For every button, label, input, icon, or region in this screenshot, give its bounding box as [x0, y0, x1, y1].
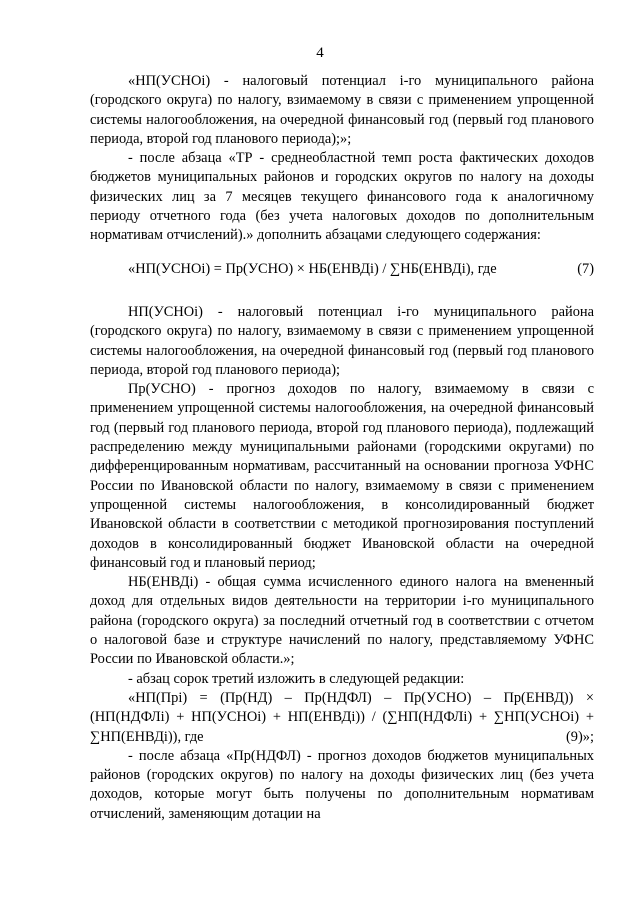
paragraph-after-tr: - после абзаца «ТР - среднеобластной темп роста фактических доходов бюджетов муниципальных районов и городских округов по налогу на доходы физических лиц за 7 месяцев текущего финансового года к аналогичному периоду отчетного года (без учета налоговых доходов по дополнительным нормативам отчислений).» дополнить абзацами следующего содержания:	[90, 150, 594, 244]
paragraph-after-pr-ndfl: - после абзаца «Пр(НДФЛ) - прогноз доходов бюджетов муниципальных районов (городских округов) по налогу на доходы физических лиц (без учета доходов, которые могут быть получены по дополнительным нормативам отчислений, заменяющим дотации на	[90, 747, 594, 822]
formula-9-number: (9)»;	[566, 728, 594, 745]
paragraph-43-instruction: - абзац сорок третий изложить в следующей редакции:	[128, 670, 465, 687]
formula-7-text: «НП(УСНОi) = Пр(УСНО) × НБ(ЕНВДi) / ∑НБ(ЕНВДi), где	[128, 260, 497, 277]
formula-9-text: «НП(Прi) = (Пр(НД) – Пр(НДФЛ) – Пр(УСНО) – Пр(ЕНВД)) × (НП(НДФЛi) + НП(УСНОi) + НП(ЕНВДi)) / (∑НП(НДФЛi) + ∑НП(УСНОi) + ∑НП(ЕНВДi)), где	[90, 689, 594, 745]
formula-9	[90, 689, 594, 747]
definition-nb-envd: НБ(ЕНВДi) - общая сумма исчисленного единого налога на вмененный доход для отдельных видов деятельности на территории i-го муниципального района (городского округа) за последний отчетный год в соответствии с отчетом о налоговой базе и структуре начислений по налогу, представляемому УФНС России по Ивановской области.»;	[90, 574, 594, 668]
formula-7-number: (7)	[577, 260, 594, 277]
definition-np-usno: НП(УСНОi) - налоговый потенциал i-го муниципального района (городского округа) по налогу, взимаемому в связи с применением упрощенной системы налогообложения, на очередной финансовый год (первый год планового периода, второй год планового периода);	[90, 303, 594, 378]
definition-pr-usno: Пр(УСНО) - прогноз доходов по налогу, взимаемому в связи с применением упрощенной системы налогообложения, на очередной финансовый год (первый год планового периода, второй год планового периода), подлежащий распределению между муниципальными районами (городскими округами) по дифференцированным нормативам, рассчитанный на основании прогноза УФНС России по Ивановской области по налогу, взимаемому в связи с применением упрощенной системы налогообложения, в консолидированный бюджет Ивановской области в соответствии с методикой прогнозирования поступлений доходов в консолидированный бюджет Ивановской области на очередной финансовый год и плановый период;	[90, 381, 594, 571]
paragraph-usno-definition: «НП(УСНОi) - налоговый потенциал i-го муниципального района (городского округа) по налогу, взимаемому в связи с применением упрощенной системы налогообложения, на очередной финансовый год (первый год планового периода, второй год планового периода);»;	[90, 73, 594, 147]
page-number: 4	[316, 45, 324, 61]
document-body	[90, 72, 594, 824]
formula-7	[90, 260, 594, 279]
